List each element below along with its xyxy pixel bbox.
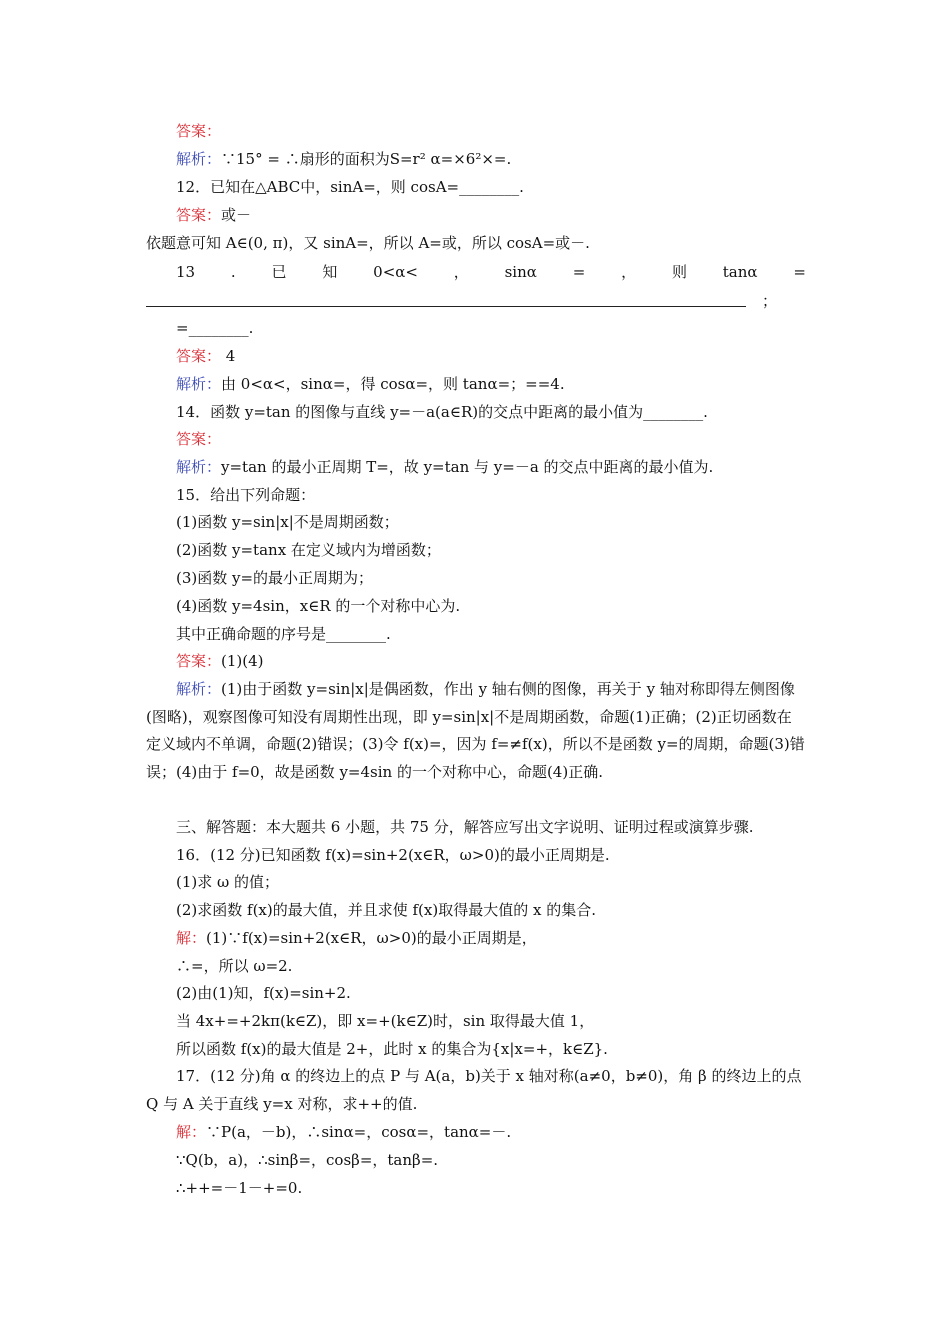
q13-token: . [230, 263, 236, 281]
semicolon: ； [762, 292, 778, 310]
question-15-prompt: 其中正确命题的序号是________. [176, 625, 391, 643]
answer-line [176, 651, 264, 671]
blank-line: =________. [176, 319, 254, 337]
answer-label: 答案： [176, 206, 222, 224]
answer-line [176, 205, 251, 225]
answer-label: 答案： [176, 122, 222, 140]
question-12: 12．已知在△ABC中，sinA=，则 cosA=________. [176, 178, 524, 196]
q13-token: ， [621, 263, 637, 281]
question-14: 14．函数 y=tan 的图像与直线 y=－a(a∈R)的交点中距离的最小值为________. [176, 403, 708, 421]
question-15: 15．给出下列命题： [176, 486, 316, 504]
proposition-4: (4)函数 y=4sin，x∈R 的一个对称中心为. [176, 597, 461, 615]
answer-label: 答案： [176, 652, 222, 670]
solution-text: ∵P(a，－b)，∴sinα=，cosα=，tanα=－. [206, 1123, 512, 1141]
analysis-line [176, 457, 713, 477]
solution-line: ∴=，所以 ω=2. [176, 957, 293, 975]
q13-token: 则 [671, 263, 687, 281]
analysis-label: 解析： [176, 458, 222, 476]
analysis-text: 由 0<α<，sinα=，得 cosα=，则 tanα=；==4. [221, 375, 565, 393]
analysis-text: ∵15° = ∴扇形的面积为S=r² α=×6²×=. [221, 150, 512, 168]
q13-token: 0<α< [373, 263, 418, 281]
solution-text: (1)∵f(x)=sin+2(x∈R，ω>0)的最小正周期是， [206, 929, 537, 947]
analysis-text: y=tan 的最小正周期 T=，故 y=tan 与 y=－a 的交点中距离的最小值为. [221, 458, 714, 476]
proposition-1: (1)函数 y=sin|x|不是周期函数； [176, 513, 399, 531]
solution-line: (2)由(1)知，f(x)=sin+2. [176, 984, 351, 1002]
answer-text: 或－ [221, 206, 252, 224]
answer-label: 答案： [176, 430, 222, 448]
answer-text: (1)(4) [221, 652, 264, 670]
solution-line [176, 1122, 511, 1142]
answer-label: 答案： [176, 347, 222, 365]
solution-line: 当 4x+=+2kπ(k∈Z)，即 x=+(k∈Z)时，sin 取得最大值 1， [176, 1012, 595, 1030]
q13-token: = [793, 263, 806, 281]
analysis-text: (1)由于函数 y=sin|x|是偶函数，作出 y 轴右侧的图像，再关于 y 轴对称即得左侧图像(图略)，观察图像可知没有周期性出现，即 y=sin|x|不是周期函数，命题(1)正确；(2)正切函数在定义域内不单调，命题(2)错误；(3)令 f(x)=，因为 f=≠f(x)，所以不是函数 y=的周期，命题(3)错误；(4)由于 f=0，故是函数 y=4sin 的一个对称中心，命题(4)正确. [146, 680, 805, 781]
question-17: 17．(12 分)角 α 的终边上的点 P 与 A(a，b)关于 x 轴对称(a≠0，b≠0)，角 β 的终边上的点 Q 与 A 关于直线 y=x 对称，求++的值. [146, 1067, 802, 1113]
proposition-3: (3)函数 y=的最小正周期为； [176, 569, 374, 587]
q13-token: 13 [176, 263, 196, 281]
q13-token: tanα [722, 263, 758, 281]
solution-line: ∴++=－1－+=0. [176, 1179, 303, 1197]
section-heading: 三、解答题：本大题共 6 小题，共 75 分，解答应写出文字说明、证明过程或演算步骤. [176, 818, 754, 836]
analysis-line [176, 374, 565, 394]
question-16-part-2: (2)求函数 f(x)的最大值，并且求使 f(x)取得最大值的 x 的集合. [176, 901, 596, 919]
answer-blank-line [146, 306, 746, 307]
analysis-paragraph [146, 676, 806, 786]
solution-line: ∵Q(b，a)，∴sinβ=，cosβ=，tanβ=. [176, 1151, 439, 1169]
question-16: 16．(12 分)已知函数 f(x)=sin+2(x∈R，ω>0)的最小正周期是. [176, 846, 610, 864]
answer-text: 4 [221, 347, 236, 365]
question-13-line [176, 262, 806, 282]
analysis-label: 解析： [176, 150, 222, 168]
analysis-label: 解析： [176, 680, 222, 698]
solution-line: 所以函数 f(x)的最大值是 2+，此时 x 的集合为{x|x=+，k∈Z}. [176, 1040, 608, 1058]
answer-line [176, 346, 235, 366]
q13-token: ， [453, 263, 469, 281]
solution-label: 解： [176, 929, 207, 947]
solution-label: 解： [176, 1123, 207, 1141]
analysis-line [176, 149, 511, 169]
q13-token: = [572, 263, 586, 281]
analysis-label: 解析： [176, 375, 222, 393]
q13-token: sinα [504, 263, 537, 281]
q13-token: 已 [271, 263, 287, 281]
question-16-part-1: (1)求 ω 的值； [176, 873, 280, 891]
proposition-2: (2)函数 y=tanx 在定义域内为增函数； [176, 541, 441, 559]
solution-line [176, 928, 537, 948]
solution-line: 依题意可知 A∈(0, π)，又 sinA=，所以 A=或，所以 cosA=或－. [146, 234, 590, 252]
q13-token: 知 [322, 263, 338, 281]
